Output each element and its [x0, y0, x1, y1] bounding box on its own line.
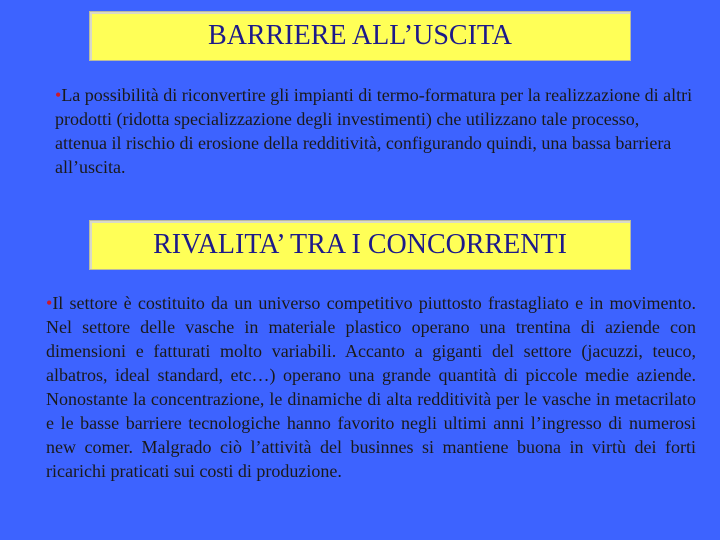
- section-title-text: RIVALITA’ TRA I CONCORRENTI: [153, 229, 567, 260]
- section-title-text: BARRIERE ALL’USCITA: [208, 20, 512, 51]
- section-title-rivalita-concorrenti: [89, 220, 631, 270]
- bullet-icon: •: [55, 85, 62, 105]
- section-body-rivalita-concorrenti: [46, 291, 696, 483]
- section-title-barriere-uscita: [89, 11, 631, 61]
- section-body-barriere-uscita: [55, 83, 695, 179]
- section-body-text: Il settore è costituito da un universo competitivo piuttosto frastagliato e in movimento. Nel settore delle vasche in materiale plastico operano una trentina di aziende con dimensioni e fatturati molto variabili. Accanto a giganti del settore (jacuzzi, teuco, albatros, ideal standard, etc…) operano una grande quantità di piccole medie aziende. Nonostante la concentrazione, le dinamiche di alta redditività per le vasche in metacrilato e le basse barriere tecnologiche hanno favorito negli ultimi anni l’ingresso di numerosi new comer. Malgrado ciò l’attività del businnes si mantiene buona in virtù dei forti ricarichi praticati sui costi di produzione.: [46, 293, 696, 481]
- bullet-icon: •: [46, 293, 53, 313]
- section-body-text: La possibilità di riconvertire gli impianti di termo-formatura per la realizzazione di altri prodotti (ridotta specializzazione degli investimenti) che utilizzano tale processo, attenua il rischio di erosione della redditività, configurando quindi, una bassa barriera all’uscita.: [55, 85, 693, 177]
